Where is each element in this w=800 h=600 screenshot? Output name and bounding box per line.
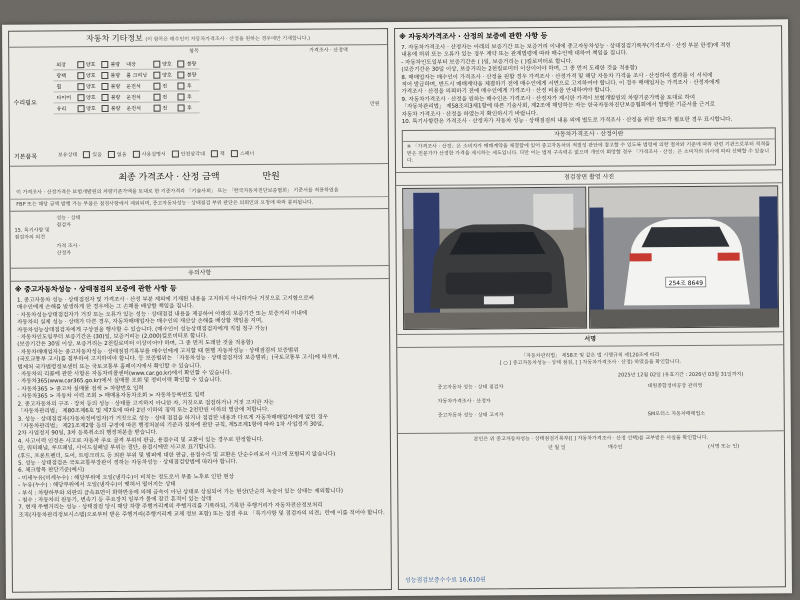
checkbox[interactable] xyxy=(153,93,160,100)
basic-item-label: 사용설명서 xyxy=(141,151,166,158)
checkbox[interactable] xyxy=(77,94,84,101)
repair-cell xyxy=(99,91,124,102)
signer-role: 자동차가격조사 · 산정자 xyxy=(437,398,491,406)
repair-cell xyxy=(123,91,150,102)
repair-cell xyxy=(175,91,200,102)
repair-cell xyxy=(175,58,200,69)
repair-cell xyxy=(53,59,74,70)
exclusion-note: FBP 또는 해당 금액 발행 가능 부품은 점검사항에서 제외되며, 중고자동차성능 · 상태점검 부위 판단은 의뢰인의 요청에 따라 분리됩니다. xyxy=(16,199,314,208)
checkbox[interactable] xyxy=(77,61,84,68)
list-item: - 누유(누수) : 해당부위에서 오일(냉각수)이 맺혀서 떨어지는 상태 xyxy=(18,481,176,489)
repair-cell-label: 후 xyxy=(187,104,192,111)
repair-cell-label: 타이어 xyxy=(56,94,72,101)
list-item: 5. 성능 · 상태점검은 국토교통부장관이 정하는 자동차성능 · 상태점검방법에 따라야 합니다. xyxy=(18,459,238,467)
list-item: 단, 쿼터패널, 루프패널, 사이드실패널 부위는 절단, 용접시에만 사고로 표기합니다. xyxy=(17,444,217,452)
other-info-title: 자동차 기타정보 xyxy=(86,33,143,44)
receipt-date: 년 월 일 xyxy=(547,445,566,452)
photo-section-title: 점검장면 촬영 사진 xyxy=(396,170,782,187)
list-item: 자동차성능상태점검자에게 구상권을 행사할 수 있습니다. (매수인이 성능상태점검자에게 직접 청구 가능) xyxy=(17,325,268,334)
list-item: 내용에 허위 또는 오류가 있는 경우 계약 또는 관계법령에 따라 매수인에 대하여 책임을 집니다. xyxy=(401,50,628,59)
basic-item-label: 안전삼각대 xyxy=(180,151,205,158)
repair-cell xyxy=(150,102,175,113)
repair-cell-label: 전 xyxy=(162,105,168,112)
signer-role: 중고자동차 성능 · 상태 점검자 xyxy=(437,384,504,392)
col-item-label: 항목 xyxy=(189,48,199,55)
repair-cell xyxy=(123,80,150,91)
repair-cell xyxy=(98,59,123,70)
repair-cell-label: 외장 xyxy=(56,61,66,68)
checkbox[interactable] xyxy=(133,151,140,158)
buyer-label: 매수인 xyxy=(607,444,623,451)
list-item: 가격조사 · 산정을 의뢰하기 전에 매수인에게 가격조사 · 산정 비용을 안내하여야 합니다. xyxy=(401,87,612,96)
signer-name: 대원종합정비공장 관리영 xyxy=(647,383,703,390)
list-item: · 자동차인도일부터 보증기간은 (30)일, 보증거리는 (2,000)킬로미터로 합니다. xyxy=(17,333,208,341)
repair-cell xyxy=(53,92,74,103)
front-photo xyxy=(402,187,587,330)
repair-needed-label: 수리필요 xyxy=(13,99,37,107)
list-item: - 자동차365 > 자동차 이력 조회 > 매매용자동차조회 > 자동차등록번호 입력 xyxy=(17,392,205,400)
checkbox[interactable] xyxy=(153,71,160,78)
appraiser-opinion-label: 가격 조사 · 산정자 xyxy=(56,243,81,257)
notice-title: 유의사항 xyxy=(11,266,389,282)
list-item: · 자동차매매업자는 중고자동차성능 · 상태점검기록부를 매수인에게 고지할 때 현행 자동차성능 · 상태점검의 보증범위 xyxy=(17,347,299,356)
list-item: 2차 사업정지 90일, 3차 등록취소의 행정처분을 받습니다. xyxy=(17,429,158,437)
list-item: 3. 성능 · 상태점검자(자동차정비업자)가 거짓으로 성능 · 상태 점검을 하거나 점검한 내용과 다르게 자동차매매업자에게 알린 경우 xyxy=(17,413,329,423)
rear-photo xyxy=(588,186,779,329)
list-item: 7. 현재 주행거리는 성능 · 상태점검 당시 해당 차량 주행거리계의 주행거리를 기록하되, 기록한 주행거리가 자동차전산정보처리 xyxy=(18,502,323,512)
list-item: 1. 중고자동차 성능 · 상태점검자 및 가격조사 · 산정 부분 제외에 기재된 내용을 고지하지 아니하거나 거짓으로 고지함으로써 xyxy=(16,295,315,304)
list-item: - 미세누유(미세누수) : 해당부위에 오일(냉각수)이 비치는 정도로서 부품 노후로 인한 현상 xyxy=(18,473,235,482)
checkbox[interactable] xyxy=(102,94,109,101)
checkbox[interactable] xyxy=(102,83,109,90)
left-frame xyxy=(8,28,392,593)
inspection-photos xyxy=(402,186,777,333)
repair-cell-label: 전 xyxy=(162,83,168,90)
list-item: 9. 자동차가격조사 · 산정을 원하는 매수인은 가격조사 · 산정자가 제시한 가격이 보험개발원의 차량기준가액을 토대로 하여 xyxy=(401,94,696,103)
list-item: 「자동차관리법」 제58조의3제1항에 따른 기술사회, 제2조에 해당하는 자는 한국자동차진단보증협회에서 발행한 기준서를 근거로 xyxy=(401,102,715,111)
unit-label: 만원 xyxy=(369,101,380,108)
repair-cell-label: 불량 xyxy=(186,71,197,78)
repair-needed-section xyxy=(9,45,388,167)
list-item: 10. 특기사항란은 가격조사 · 산정자가 자동차 성능 · 상태점검의 내용 외에 별도로 가격조사 · 산정을 위한 검토가 필요한 경우 표시합니다. xyxy=(401,116,733,126)
list-item: 4. 사고이력 인정은 사고로 자동차 주요 골격 부위의 판금, 용접수리 및 교환이 있는 경우로 한정합니다. xyxy=(17,436,264,445)
appraisal-definition-box xyxy=(402,128,776,169)
repair-cell-label: 양호 xyxy=(85,83,96,90)
repair-cell-label: 전 xyxy=(162,94,168,101)
repair-cell xyxy=(99,80,124,91)
inspection-document xyxy=(2,19,792,598)
checkbox[interactable] xyxy=(178,104,185,111)
basic-items-label: 기본품목 xyxy=(13,153,38,161)
list-item: 매수인에게 손해를 발생하게 한 경우에는 그 손해를 배상할 책임을 집니다. xyxy=(16,303,194,312)
repair-cell xyxy=(53,70,74,81)
repair-cell-label: 불량 xyxy=(110,105,121,112)
list-item: 적어 발급하며, 반드시 매매계약을 체결하기 전에 매수인에게 서면으로 고지하여야 합니다. 이 경우 매매업자는 가격조사 · 산정자에게 xyxy=(401,79,720,88)
repair-cell xyxy=(74,103,99,114)
repair-cell xyxy=(74,59,99,70)
repair-cell-label: 양호 xyxy=(162,61,172,68)
list-item: (국토교통부 고시)를 첨부하여 고지하여야 합니다. 등 보증범위는 「자동차성능 · 상태점검자의 보증범위」(국토교통부 고시)에 따르며, xyxy=(17,354,340,363)
front-car-image xyxy=(403,188,586,329)
repair-row xyxy=(54,102,200,114)
list-item: (보증기간은 30일 이상, 보증거리는 2천킬로미터 이상이어야 하며, 그 중 먼저 도래한 것을 적용함) xyxy=(17,340,254,349)
repair-cell-label: 운전석 xyxy=(126,94,141,101)
list-item: 2. 중고자동차의 구조 · 장치 등의 성능 · 상태를 고지하지 아니한 자, 거짓으로 점검하거나 거짓 고지한 자는 xyxy=(17,399,274,408)
signer-role: 중고자동차 성능 · 상태 고지자 xyxy=(437,412,504,420)
repair-cell xyxy=(74,81,99,92)
special-remarks xyxy=(10,208,388,269)
receipt-confirm-text: 본인은 위 중고자동차성능 · 상태점검기록부([ ] 자동차가격조사 · 산정 선택)를 교부받은 사실을 확인합니다. xyxy=(398,431,784,445)
appraisal-definition-title: 자동차가격조사 · 산정이란 xyxy=(403,129,775,143)
list-item: 「자동차관리법」 제21조제2항 등의 규정에 따른 행정처분의 기준과 절차에 관한 규칙, 제5조제1항에 따라 1차 사업정지 30일, xyxy=(17,421,324,430)
checkbox[interactable] xyxy=(178,71,185,78)
checkbox[interactable] xyxy=(153,82,160,89)
right-page xyxy=(394,25,786,590)
list-item: - 자동차인도일부터 보증기간은 ( )일, 보증거리는 ( )킬로미터로 합니다. xyxy=(401,58,573,66)
list-item: - 침수 : 자동차의 원동기, 변속기 등 주요장치 일부가 물에 잠긴 흔적이 있는 상태 xyxy=(18,496,212,504)
repair-cell xyxy=(74,92,99,103)
repair-cell-label: 불량 xyxy=(110,61,121,68)
repair-cell xyxy=(123,69,150,80)
basic-item-label: 보유상태 xyxy=(57,152,78,159)
signature-law-text: 「자동차관리법」 제58조 및 같은 법 시행규칙 제120조에 따라 xyxy=(521,352,660,360)
checkbox[interactable] xyxy=(211,150,218,157)
inspection-date: 2025년 12월 02일 (유효기간 : 2026년 03월 31일까지) xyxy=(617,372,744,379)
checkbox[interactable] xyxy=(178,82,185,89)
checkbox[interactable] xyxy=(102,72,109,79)
left-page xyxy=(8,28,392,593)
price-basis-note: 이 가격조사 · 산정가격은 보험개발원의 차량기준가액을 토대로 한 기준가격과 「기술사회」 또는 「한국자동차진단보증협회」 기준서를 적용하였음 xyxy=(10,185,388,200)
repair-table xyxy=(53,58,199,114)
checkbox[interactable] xyxy=(231,150,238,157)
repair-cell-label: 불량 xyxy=(110,83,121,90)
repair-cell-label: 후 xyxy=(186,93,192,100)
inspector-opinion-label: 성능 · 상태 점검자 xyxy=(56,215,81,229)
final-price-unit: 만원 xyxy=(262,171,280,182)
repair-cell xyxy=(54,103,75,114)
right-frame xyxy=(394,25,786,590)
repair-cell xyxy=(123,59,150,70)
checkbox[interactable] xyxy=(108,151,115,158)
repair-cell-label: 광택 xyxy=(56,72,67,79)
repair-cell xyxy=(150,80,175,91)
repair-cell xyxy=(150,69,175,80)
appraisal-definition-text: ※ 「가격조사 · 산정」은 소비자가 매매계약을 체결함에 있어 중고자동차의 적절성 판단에 참고할 수 있도록 법령에 의한 절차와 기준에 따라 관련 기관으로부터 적격을 받은 전문가가 산정한 가격을 제시하는 제도입니다. 다만 이는 법적 구속력은 없으며 개인이 희망할 경우 「가격조사 · 산정」은 소비자의 의사에 따라 선택할 수 있습니다. xyxy=(406,141,771,165)
repair-cell xyxy=(175,69,200,80)
rear-car-image xyxy=(589,187,778,328)
appraisal-list xyxy=(395,42,782,126)
compensation-title: ※ 중고자동차성능 · 상태점검의 보증에 관한 사항 등 xyxy=(14,284,177,294)
repair-cell xyxy=(175,102,200,113)
appraisal-warranty-title: ※ 자동차가격조사 · 산정의 보증에 관한 사항 등 xyxy=(399,31,548,41)
checkbox[interactable] xyxy=(77,105,84,112)
list-item: 「자동차관리법」 제80조제6호 및 제7호에 따라 2년 이하의 징역 또는 2천만원 이하의 벌금에 처합니다. xyxy=(17,406,270,415)
repair-cell xyxy=(150,91,175,102)
list-item: (보증기간은 30일 이상, 보증거리는 2천킬로미터 이상이어야 하며, 그 중 먼저 도래한 것을 적용함) xyxy=(401,65,638,74)
list-item: 7. 자동차가격조사 · 산정자는 아래의 보증기간 또는 보증거리 이내에 중고자동차성능 · 상태점검기록부(가격조사 · 산정 부분 한정)에 적힌 xyxy=(401,42,731,51)
checkbox[interactable] xyxy=(172,151,179,158)
checkbox[interactable] xyxy=(101,61,108,68)
repair-cell-label: 운전석 xyxy=(126,83,141,90)
basic-item-label: 스패너 xyxy=(239,150,255,158)
checkbox[interactable] xyxy=(153,60,160,67)
checkbox[interactable] xyxy=(102,105,109,112)
basic-item-label: 잭 xyxy=(219,151,225,158)
repair-cell-label: 내장 xyxy=(126,61,136,68)
repair-cell-label: 양호 xyxy=(162,72,172,79)
final-price-row xyxy=(10,164,388,188)
col-state-label: 가격조사 · 산정액 xyxy=(309,47,348,54)
list-item: - 부식 : 차량하부와 외판의 금속표면이 화학반응에 의해 금속이 아닌 상태로 상실되어 가는 현상(단순히 녹슬어 있는 상태는 제외합니다) xyxy=(18,487,344,497)
buyer-signature-label: (서명 또는 인) xyxy=(707,444,740,451)
repair-cell xyxy=(175,80,200,91)
notice-list xyxy=(11,295,391,520)
list-item: 8. 매매업자는 매수인이 가격조사 · 산정을 원할 경우 가격조사 · 산정가격 및 해당 자동차 가격을 조사 · 산정하여 결과를 이 서식에 xyxy=(401,72,713,81)
repair-cell xyxy=(150,59,175,70)
repair-cell-label: 양호 xyxy=(85,94,96,101)
repair-cell xyxy=(123,102,150,113)
checkbox[interactable] xyxy=(178,93,185,100)
repair-cell-label: 불량 xyxy=(110,72,121,79)
list-item: 조직(자동차관리정보시스템)으로부터 받은 주행거리(주행거리계 교체 정보 포함) 또는 점검 주요 「특기사항 및 점검자의 의견」란에 이를 적어야 합니다. xyxy=(18,509,385,519)
basic-item-label: 없음 xyxy=(116,151,127,158)
repair-cell-label: 양호 xyxy=(85,72,96,79)
list-item: · 자동차의 리콜에 관한 사항은 자동차리콜센터(www.car.go.kr)에서 확인할 수 있습니다. xyxy=(17,370,232,378)
checkbox[interactable] xyxy=(178,60,185,67)
repair-cell-label: 불량 xyxy=(110,94,121,101)
final-price-title: 최종 가격조사 · 산정 금액 xyxy=(118,172,220,183)
checkbox[interactable] xyxy=(153,104,160,111)
basic-item-label: 있음 xyxy=(92,152,102,159)
repair-cell xyxy=(99,102,124,113)
repair-cell-label: 유리 xyxy=(56,105,67,112)
repair-cell-label: 운전석 xyxy=(126,105,141,112)
signature-confirm-text: [ ○ ] 중고자동차성능 · 상태 점검, [ ] 자동차가격조사 · 산정) 하였음을 확인합니다. xyxy=(499,359,682,367)
repair-cell-label: 불량 xyxy=(186,60,197,67)
checkbox[interactable] xyxy=(77,83,84,90)
repair-cell-label: 휠 xyxy=(56,83,62,90)
list-item: 6. 체크항목 판단기준(예시) xyxy=(18,467,85,474)
signer-name: SM모터스 자동차매매업소 xyxy=(647,411,706,418)
repair-cell-label: 룸 크리닝 xyxy=(126,72,148,79)
list-item: (후드, 프론트펜더, 도어, 트렁크리드 등 외판 부위 및 범퍼에 대한 판금, 용접수리 및 교환은 단순수리로서 사고에 포함되지 않습니다) xyxy=(17,450,336,460)
other-info-note: (이 항목은 매수인이 자동차가격조사 · 산정을 원하는 경우에만 기재합니다.) xyxy=(145,35,311,43)
repair-cell-label: 후 xyxy=(186,82,192,89)
special-remarks-label: 15. 특기사항 및 점검자의 의견 xyxy=(14,227,50,241)
warranty-fee: 성능점검보증수수료 16,610원 xyxy=(404,576,486,584)
list-item: 자동차 가격조사 · 산정을 하였는지 확인하시기 바랍니다. xyxy=(401,110,538,118)
list-item: · 자동차성능상태점검자가 거짓 또는 오류가 있는 성능 · 상태점검 내용을 제공하여 아래의 보증기간 또는 보증거리 이내에 xyxy=(17,310,308,319)
checkbox[interactable] xyxy=(77,72,84,79)
basic-items xyxy=(58,150,260,159)
list-item: 자동차의 실제 성능 · 상태가 다른 경우, 자동차매매업자는 매수인의 재산상 손해를 배상할 책임을 지며, xyxy=(17,318,263,326)
license-plate: 254조 8649 xyxy=(668,280,704,288)
repair-cell xyxy=(98,69,123,80)
repair-cell-label: 양호 xyxy=(86,105,96,112)
receipt-sign-row xyxy=(398,444,784,459)
list-item: · 자동차365(www.car365.go.kr)에서 실매물 조회 및 정비이력 확인할 수 있습니다. xyxy=(17,377,222,386)
checkbox[interactable] xyxy=(83,151,90,158)
signature-rows xyxy=(398,383,784,428)
signature-section-title: 서명 xyxy=(397,332,783,349)
signature-row xyxy=(398,411,784,428)
repair-cell xyxy=(74,70,99,81)
repair-cell xyxy=(53,81,74,92)
list-item: - 자동차365 > 중고차 실매물 검색 > 차량번호 입력 xyxy=(17,385,144,393)
list-item: 법제처 국가법령정보센터 또는 국토교통부 홈페이지에서 확인할 수 있습니다. xyxy=(17,363,202,371)
repair-cell-label: 양호 xyxy=(85,61,96,68)
